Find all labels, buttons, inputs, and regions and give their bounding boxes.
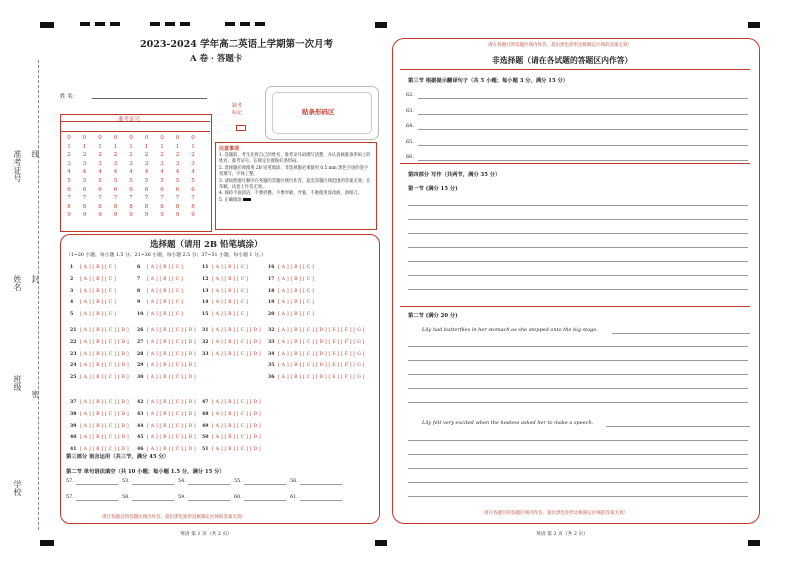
ticket-digit-column[interactable]: 0 1 2 3 4 5 6 7 8 9 bbox=[129, 135, 133, 219]
fill-item-blank[interactable] bbox=[76, 500, 118, 501]
translate-item-number: 64. bbox=[406, 123, 414, 129]
ticket-digit-column[interactable]: 0 1 2 3 4 5 6 7 8 9 bbox=[67, 135, 71, 219]
writing-line[interactable] bbox=[408, 275, 748, 276]
name-field[interactable] bbox=[92, 98, 207, 99]
answer-row-4[interactable] bbox=[70, 300, 116, 305]
answer-row-48[interactable] bbox=[202, 412, 261, 417]
translate-item-line[interactable] bbox=[418, 160, 748, 161]
answer-options[interactable]: [ A ] [ B ] [ C ] [ D ] bbox=[212, 400, 261, 405]
answer-options[interactable]: [ A ] [ B ] [ C ] [ D ] [ E ] [ F ] [ G ] bbox=[278, 339, 365, 345]
answer-options[interactable]: [ A ] [ B ] [ C ] [ D ] bbox=[147, 435, 196, 441]
writing-line[interactable] bbox=[408, 454, 748, 455]
side-label-secret: 密 bbox=[31, 390, 40, 398]
answer-row-26[interactable] bbox=[137, 328, 196, 333]
answer-row-13[interactable] bbox=[202, 289, 248, 294]
question-number: 26 bbox=[137, 328, 144, 333]
question-number: 33 bbox=[268, 339, 275, 345]
question-number: 31 bbox=[202, 328, 209, 333]
answer-options[interactable]: [ A ] [ B ] [ C ] [ D ] bbox=[80, 351, 129, 357]
answer-options[interactable]: [ A ] [ B ] [ C ] [ D ] bbox=[80, 411, 129, 417]
nonchoice-section bbox=[392, 38, 760, 524]
answer-row-12[interactable] bbox=[202, 277, 248, 282]
answer-options[interactable]: [ A ] [ B ] [ C ] [ D ] bbox=[147, 423, 196, 429]
answer-options[interactable]: [ A ] [ B ] [ C ] bbox=[147, 312, 184, 318]
notes-list bbox=[219, 153, 371, 204]
writing-line[interactable] bbox=[408, 388, 748, 389]
answer-options[interactable]: [ A ] [ B ] [ C ] [ D ] bbox=[80, 423, 129, 429]
writing-line[interactable] bbox=[408, 261, 748, 262]
ticket-digit-column[interactable]: 0 1 2 3 4 5 6 7 8 9 bbox=[98, 135, 102, 219]
ticket-digit-column[interactable]: 0 1 2 3 4 5 6 7 8 9 bbox=[160, 135, 164, 219]
question-number: 1 bbox=[70, 265, 74, 270]
writing-line[interactable] bbox=[408, 482, 748, 483]
answer-options[interactable]: [ A ] [ B ] [ C ] [ D ] bbox=[80, 435, 129, 441]
writing-divider bbox=[400, 163, 750, 164]
translate-item-line[interactable] bbox=[418, 98, 748, 99]
answer-row-39[interactable] bbox=[70, 424, 129, 429]
answer-options[interactable]: [ A ] [ B ] [ C ] [ D ] [ E ] [ F ] [ G ] bbox=[278, 363, 365, 369]
writing-line[interactable] bbox=[408, 468, 748, 469]
answer-row-30[interactable] bbox=[137, 375, 196, 380]
writing-prompt-1: Lily had butterflies in her stomach as she stepped onto the big stage. bbox=[422, 327, 598, 333]
writing-line[interactable] bbox=[408, 289, 748, 290]
question-number: 38 bbox=[70, 411, 77, 417]
answer-options[interactable]: [ A ] [ B ] [ C ] [ D ] bbox=[212, 339, 261, 345]
question-number: 11 bbox=[202, 265, 209, 270]
question-number: 36 bbox=[268, 375, 275, 381]
question-number: 3 bbox=[70, 288, 74, 294]
answer-options[interactable]: [ A ] [ B ] [ C ] bbox=[147, 288, 184, 294]
answer-options[interactable]: [ A ] [ B ] [ C ] bbox=[278, 300, 315, 306]
question-number: 33 bbox=[202, 351, 209, 357]
answer-row-32[interactable] bbox=[202, 340, 261, 345]
answer-options[interactable]: [ A ] [ B ] [ C ] bbox=[278, 312, 315, 318]
answer-row-44[interactable] bbox=[137, 424, 196, 429]
answer-row-34[interactable] bbox=[268, 352, 365, 357]
question-number: 4 bbox=[70, 300, 74, 306]
question-number: 16 bbox=[268, 265, 275, 270]
question-number: 48 bbox=[202, 411, 209, 417]
writing-line[interactable] bbox=[408, 440, 748, 441]
answer-row-25[interactable] bbox=[70, 375, 129, 380]
answer-row-5[interactable] bbox=[70, 312, 116, 317]
question-number: 30 bbox=[137, 375, 144, 381]
question-number: 29 bbox=[137, 363, 144, 369]
choice-title: 选择题（请用 2B 铅笔填涂） bbox=[150, 240, 263, 250]
question-number: 5 bbox=[70, 312, 74, 318]
answer-row-50[interactable] bbox=[202, 435, 261, 440]
barcode-label: 贴条形码区 bbox=[302, 108, 335, 116]
answer-row-33[interactable] bbox=[202, 352, 261, 357]
note-item: 1. 答题前，考生先将自己的姓名，准考证号码填写清楚，并认真核准条形码上的姓名、准考证号，在规定位置贴好条形码。 bbox=[219, 153, 371, 165]
side-label-seal: 封 bbox=[31, 275, 40, 283]
writing-line[interactable] bbox=[408, 205, 748, 206]
absent-checkbox[interactable] bbox=[236, 125, 246, 131]
question-number: 45 bbox=[137, 435, 144, 441]
question-number: 28 bbox=[137, 351, 144, 357]
writing-prompt-2: Lily felt very excited when the hostess asked her to make a speech. bbox=[422, 420, 594, 426]
question-number: 12 bbox=[202, 276, 209, 282]
answer-options[interactable]: [ A ] [ B ] [ C ] bbox=[80, 265, 117, 270]
answer-options[interactable]: [ A ] [ B ] [ C ] bbox=[80, 276, 117, 282]
answer-row-20[interactable] bbox=[268, 312, 314, 317]
writing-title: 第四部分 写作（共两节，满分 35 分） bbox=[408, 172, 501, 178]
answer-options[interactable]: [ A ] [ B ] [ C ] bbox=[212, 300, 249, 306]
answer-row-43[interactable] bbox=[137, 412, 196, 417]
answer-options[interactable]: [ A ] [ B ] [ C ] bbox=[212, 312, 249, 318]
warning-top-right: 请在各题目的答题区域内作答，超出黑色矩形边框限定区域的答案无效！ bbox=[488, 43, 632, 48]
answer-row-1[interactable] bbox=[70, 265, 116, 270]
fill-item-number: 58. bbox=[122, 494, 130, 500]
translate-item-line[interactable] bbox=[418, 114, 748, 115]
question-number: 37 bbox=[70, 400, 77, 405]
question-number: 47 bbox=[202, 400, 209, 405]
question-number: 50 bbox=[202, 435, 209, 441]
answer-options[interactable]: [ A ] [ B ] [ C ] bbox=[147, 300, 184, 306]
answer-row-38[interactable] bbox=[70, 412, 129, 417]
timing-mark bbox=[748, 540, 760, 546]
timing-mark bbox=[40, 540, 54, 546]
answer-options[interactable]: [ A ] [ B ] [ C ] [ D ] bbox=[212, 351, 261, 357]
fill-item-blank[interactable] bbox=[188, 484, 230, 485]
footer-left: 英语 第 1 页（共 2 页） bbox=[180, 532, 233, 537]
question-number: 20 bbox=[268, 312, 275, 318]
timing-mark bbox=[165, 22, 175, 26]
timing-mark bbox=[255, 22, 265, 26]
nonchoice-divider bbox=[400, 69, 750, 70]
answer-options[interactable]: [ A ] [ B ] [ C ] bbox=[80, 312, 117, 318]
page-title: 2023-2024 学年高二英语上学期第一次月考 bbox=[140, 39, 334, 50]
answer-row-32[interactable] bbox=[268, 328, 365, 333]
question-number: 7 bbox=[137, 276, 141, 282]
timing-mark bbox=[110, 22, 120, 26]
name-label: 姓 名： bbox=[60, 94, 79, 100]
translate-item-number: 62. bbox=[406, 92, 414, 98]
question-number: 14 bbox=[202, 300, 209, 306]
question-number: 2 bbox=[70, 276, 74, 282]
ticket-write-row bbox=[60, 131, 210, 132]
question-number: 41 bbox=[70, 447, 77, 453]
side-label-line: 线 bbox=[31, 150, 40, 158]
note-item: 2. 选择题必须使用 2B 铅笔填涂；非选择题必须使用 0.5 mm 黑色字迹的签字笔填写，字体工整。 bbox=[219, 165, 369, 178]
fill-item-blank[interactable] bbox=[132, 500, 174, 501]
writing-line[interactable] bbox=[408, 247, 748, 248]
footer-right: 英语 第 2 页（共 2 页） bbox=[536, 532, 589, 537]
answer-options[interactable]: [ A ] [ B ] [ C ] bbox=[80, 300, 117, 306]
answer-options[interactable]: [ A ] [ B ] [ C ] [ D ] bbox=[212, 411, 261, 417]
ticket-digit-column[interactable]: 0 1 2 3 4 5 6 7 8 9 bbox=[175, 135, 180, 219]
ticket-digit-column[interactable]: 0 1 2 3 4 5 6 7 8 9 bbox=[82, 135, 87, 219]
answer-row-40[interactable] bbox=[70, 435, 129, 440]
answer-options[interactable]: [ A ] [ B ] [ C ] bbox=[147, 276, 184, 282]
absent-label: 缺考 标记 bbox=[232, 103, 243, 116]
answer-options[interactable]: [ A ] [ B ] [ C ] bbox=[80, 288, 117, 294]
timing-mark bbox=[748, 22, 760, 28]
question-number: 22 bbox=[70, 339, 77, 345]
fill-item-blank[interactable] bbox=[132, 484, 174, 485]
question-number: 40 bbox=[70, 435, 77, 441]
nonchoice-title: 非选择题（请在各试题的答题区内作答） bbox=[492, 56, 633, 65]
answer-row-28[interactable] bbox=[137, 352, 196, 357]
answer-row-9[interactable] bbox=[137, 300, 183, 305]
answer-options[interactable]: [ A ] [ B ] [ C ] [ D ] bbox=[147, 400, 196, 405]
question-number: 42 bbox=[137, 400, 144, 405]
writing-part1-title: 第一节 (满分 15 分) bbox=[408, 186, 458, 192]
answer-options[interactable]: [ A ] [ B ] [ C ] bbox=[212, 288, 249, 294]
answer-row-27[interactable] bbox=[137, 340, 196, 345]
writing-line[interactable] bbox=[408, 346, 748, 347]
question-number: 25 bbox=[70, 375, 77, 381]
warning-left: 请在各题目的答题区域内作答，超出黑色矩形边框限定区域的答案无效！ bbox=[102, 515, 246, 520]
answer-row-3[interactable] bbox=[70, 289, 116, 294]
question-number: 18 bbox=[268, 288, 275, 294]
answer-row-47[interactable] bbox=[202, 400, 261, 405]
fill-item-blank[interactable] bbox=[244, 500, 286, 501]
answer-options[interactable]: [ A ] [ B ] [ C ] [ D ] bbox=[147, 328, 196, 333]
timing-mark bbox=[225, 22, 235, 26]
translate-item-number: 63. bbox=[406, 107, 414, 114]
answer-options[interactable]: [ A ] [ B ] [ C ] bbox=[212, 276, 249, 282]
fill-item-blank[interactable] bbox=[300, 500, 342, 501]
writing-line[interactable] bbox=[408, 402, 748, 403]
answer-row-16[interactable] bbox=[268, 265, 314, 270]
fill-item-number: 61. bbox=[290, 494, 298, 500]
answer-row-18[interactable] bbox=[268, 289, 314, 294]
question-number: 19 bbox=[268, 300, 275, 306]
answer-options[interactable]: [ A ] [ B ] [ C ] bbox=[212, 265, 249, 270]
fill-item-number: 55. bbox=[234, 478, 242, 484]
question-number: 43 bbox=[137, 411, 144, 417]
fill-item-blank[interactable] bbox=[300, 484, 342, 485]
question-number: 24 bbox=[70, 363, 77, 369]
answer-options[interactable]: [ A ] [ B ] [ C ] [ D ] [ E ] [ F ] [ G ] bbox=[278, 351, 365, 357]
answer-options[interactable]: [ A ] [ B ] [ C ] [ D ] bbox=[80, 339, 129, 345]
side-label-school: 学校 bbox=[13, 480, 22, 496]
answer-row-10[interactable] bbox=[137, 312, 183, 317]
note-item: 5. 正确填涂 bbox=[219, 198, 371, 204]
answer-options[interactable]: [ A ] [ B ] [ C ] [ D ] bbox=[147, 363, 196, 369]
question-number: 6 bbox=[137, 265, 141, 270]
answer-row-22[interactable] bbox=[70, 340, 129, 345]
timing-mark bbox=[80, 22, 90, 26]
question-number: 34 bbox=[268, 351, 275, 357]
answer-row-15[interactable] bbox=[202, 312, 248, 317]
binding-dashed-line bbox=[38, 60, 39, 530]
question-number: 15 bbox=[202, 312, 209, 318]
answer-row-45[interactable] bbox=[137, 435, 196, 440]
timing-mark bbox=[180, 22, 190, 26]
ticket-label: 准考证号 bbox=[118, 117, 141, 123]
answer-row-49[interactable] bbox=[202, 424, 261, 429]
ticket-digit-column[interactable]: 0 1 2 3 4 5 6 7 8 9 bbox=[113, 135, 118, 219]
answer-options[interactable]: [ A ] [ B ] [ C ] [ D ] bbox=[80, 447, 129, 453]
timing-mark bbox=[95, 22, 105, 26]
fill-item-blank[interactable] bbox=[244, 484, 286, 485]
prompt-1-continuation[interactable] bbox=[612, 333, 750, 334]
timing-mark bbox=[40, 22, 54, 28]
translate-item-line[interactable] bbox=[418, 129, 748, 130]
question-number: 44 bbox=[137, 423, 144, 429]
answer-row-37[interactable] bbox=[70, 400, 129, 405]
answer-options[interactable]: [ A ] [ B ] [ C ] bbox=[278, 276, 315, 282]
answer-options[interactable]: [ A ] [ B ] [ C ] [ D ] bbox=[212, 328, 261, 333]
fill-item-blank[interactable] bbox=[76, 484, 118, 485]
answer-row-35[interactable] bbox=[268, 363, 365, 368]
fill-item-number: 53. bbox=[122, 478, 130, 484]
answer-row-23[interactable] bbox=[70, 352, 129, 357]
answer-row-36[interactable] bbox=[268, 375, 365, 380]
question-number: 46 bbox=[137, 447, 144, 453]
timing-mark bbox=[375, 540, 387, 546]
fill-item-number: 56. bbox=[290, 478, 298, 484]
answer-options[interactable]: [ A ] [ B ] [ C ] bbox=[278, 265, 315, 270]
writing-line[interactable] bbox=[408, 374, 748, 375]
question-number: 27 bbox=[137, 339, 144, 345]
fill-item-number: 60. bbox=[234, 494, 242, 500]
question-number: 51 bbox=[202, 447, 209, 453]
ticket-digit-column[interactable]: 0 1 2 3 4 5 6 7 8 9 bbox=[144, 135, 149, 219]
timing-mark bbox=[240, 22, 250, 26]
answer-options[interactable]: [ A ] [ B ] [ C ] [ D ] bbox=[80, 375, 129, 381]
grammar-title: 第二节 单句语法填空（共 10 小题；每小题 1.5 分，满分 15 分） bbox=[66, 469, 225, 475]
answer-options[interactable]: [ A ] [ B ] [ C ] [ D ] bbox=[212, 447, 261, 453]
answer-options[interactable]: [ A ] [ B ] [ C ] [ D ] bbox=[80, 328, 129, 333]
answer-options[interactable]: [ A ] [ B ] [ C ] [ D ] bbox=[80, 400, 129, 405]
writing-line[interactable] bbox=[408, 233, 748, 234]
answer-options[interactable]: [ A ] [ B ] [ C ] [ D ] bbox=[212, 435, 261, 441]
translate-title: 第三节 根据提示翻译句子（共 5 小题；每小题 3 分，满分 15 分） bbox=[408, 78, 569, 84]
answer-row-42[interactable] bbox=[137, 400, 196, 405]
question-number: 13 bbox=[202, 288, 209, 294]
answer-row-31[interactable] bbox=[202, 328, 261, 333]
timing-mark bbox=[150, 22, 160, 26]
side-label-class: 班级 bbox=[13, 375, 22, 391]
question-number: 32 bbox=[202, 339, 209, 345]
timing-mark bbox=[375, 22, 387, 28]
answer-row-8[interactable] bbox=[137, 289, 183, 294]
side-label-name: 姓名 bbox=[13, 275, 22, 291]
question-number: 32 bbox=[268, 328, 275, 333]
answer-options[interactable]: [ A ] [ B ] [ C ] [ D ] bbox=[147, 339, 196, 345]
fill-item-number: 59. bbox=[178, 494, 186, 500]
notes-title: 注意事项 bbox=[219, 146, 240, 152]
answer-row-51[interactable] bbox=[202, 447, 261, 452]
translate-item-line[interactable] bbox=[418, 145, 748, 146]
question-number: 17 bbox=[268, 276, 275, 282]
question-number: 21 bbox=[70, 328, 77, 333]
answer-options[interactable]: [ A ] [ B ] [ C ] [ D ] [ E ] [ F ] [ G ] bbox=[278, 328, 365, 333]
writing-part2-title: 第二节 (满分 20 分) bbox=[408, 313, 458, 319]
answer-options[interactable]: [ A ] [ B ] [ C ] [ D ] bbox=[147, 447, 196, 453]
translate-item-number: 66. bbox=[406, 154, 414, 160]
question-number: 10 bbox=[137, 312, 144, 318]
fill-item-number: 57. bbox=[66, 494, 74, 500]
filled-sample bbox=[243, 198, 251, 201]
question-number: 35 bbox=[268, 363, 275, 369]
fill-item-number: 54. bbox=[178, 478, 186, 484]
answer-options[interactable]: [ A ] [ B ] [ C ] [ D ] bbox=[212, 423, 261, 429]
answer-row-17[interactable] bbox=[268, 277, 314, 282]
note-item: 4. 保持卡面清洁，不要折叠，不要弄破、弄皱，不准使用涂改液、刮纸刀。 bbox=[219, 191, 362, 197]
choice-info: （1~20 小题，每小题 1.5 分；21~36 小题，每小题 2.5 分；37~51 小题，每小题 1 分。） bbox=[66, 253, 266, 258]
answer-options[interactable]: [ A ] [ B ] [ C ] [ D ] bbox=[147, 375, 196, 381]
answer-row-19[interactable] bbox=[268, 300, 314, 305]
side-label-ticket: 准考证号 bbox=[13, 150, 22, 182]
answer-options[interactable]: [ A ] [ B ] [ C ] bbox=[278, 288, 315, 294]
writing-line[interactable] bbox=[408, 496, 748, 497]
answer-options[interactable]: [ A ] [ B ] [ C ] [ D ] [ E ] [ F ] [ G ] bbox=[278, 375, 365, 381]
answer-row-33[interactable] bbox=[268, 340, 365, 345]
question-number: 49 bbox=[202, 423, 209, 429]
writing-line[interactable] bbox=[408, 360, 748, 361]
ticket-digit-column[interactable]: 0 1 2 3 4 5 6 7 8 9 bbox=[191, 135, 195, 219]
answer-row-11[interactable] bbox=[202, 265, 248, 270]
note-item: 3. 请按照题号顺序在各题的答题区域内作答，超出答题区域范围的答案无效；在草稿，试卷上作答无效。 bbox=[219, 178, 371, 191]
answer-row-2[interactable] bbox=[70, 277, 116, 282]
question-number: 8 bbox=[137, 288, 141, 294]
translate-item-number: 65. bbox=[406, 138, 414, 145]
question-number: 9 bbox=[137, 300, 141, 306]
fill-item-blank[interactable] bbox=[188, 500, 230, 501]
question-number: 39 bbox=[70, 423, 77, 429]
answer-row-7[interactable] bbox=[137, 277, 183, 282]
answer-row-6[interactable] bbox=[137, 265, 183, 270]
writing-part2-divider bbox=[400, 306, 750, 307]
question-number: 23 bbox=[70, 351, 77, 357]
page-subtitle: A 卷 · 答题卡 bbox=[190, 54, 243, 64]
answer-row-21[interactable] bbox=[70, 328, 129, 333]
writing-line[interactable] bbox=[408, 219, 748, 220]
answer-row-29[interactable] bbox=[137, 363, 196, 368]
answer-options[interactable]: [ A ] [ B ] [ C ] [ D ] bbox=[147, 411, 196, 417]
answer-options[interactable]: [ A ] [ B ] [ C ] [ D ] bbox=[80, 363, 129, 369]
answer-row-24[interactable] bbox=[70, 363, 129, 368]
prompt-2-continuation[interactable] bbox=[606, 426, 750, 427]
fill-item-number: 57. bbox=[66, 478, 74, 484]
answer-options[interactable]: [ A ] [ B ] [ C ] bbox=[147, 265, 184, 270]
warning-bottom-right: 请在各题目的答题区域内作答，超出黑色矩形边框限定区域的答案无效！ bbox=[484, 511, 628, 516]
answer-row-14[interactable] bbox=[202, 300, 248, 305]
section3-title: 第三部分 语言运用（共三节，满分 45 分） bbox=[66, 454, 169, 460]
answer-options[interactable]: [ A ] [ B ] [ C ] [ D ] bbox=[147, 351, 196, 357]
